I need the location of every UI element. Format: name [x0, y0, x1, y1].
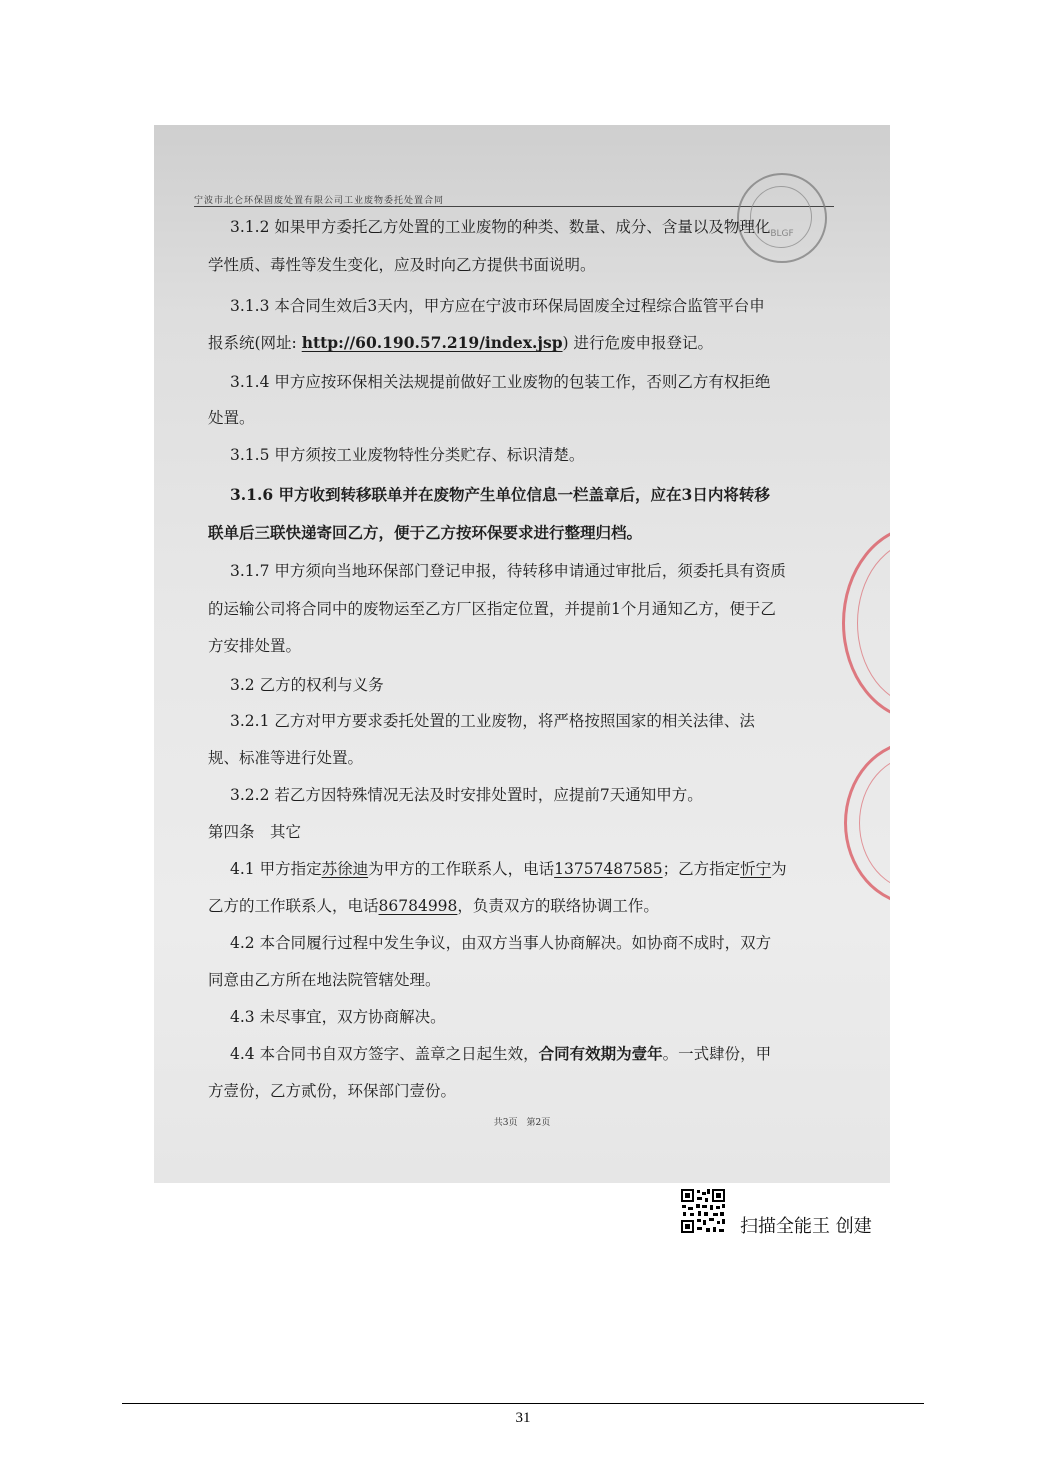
- clause-4-1: [230, 857, 787, 879]
- clause-4-1-cont: [208, 894, 659, 916]
- clause-3-1-3-cont: [208, 331, 713, 353]
- clause-text: 4.1 甲方指定: [230, 860, 322, 878]
- section-3-2: 3.2 乙方的权利与义务: [230, 676, 384, 694]
- validity-term: 合同有效期为壹年: [538, 1044, 663, 1063]
- clause-4-4: [230, 1042, 771, 1064]
- clause-4-2-cont: 同意由乙方所在地法院管辖处理。: [208, 971, 441, 989]
- clause-3-2-1: 3.2.1 乙方对甲方要求委托处置的工业废物，将严格按照国家的相关法律、法: [230, 712, 755, 730]
- clause-4-4-cont: 方壹份，乙方贰份，环保部门壹份。: [208, 1082, 457, 1100]
- clause-text: 报系统(网址:: [208, 334, 302, 352]
- party-a-contact-name: 苏徐迪: [321, 860, 369, 878]
- clause-text: 乙方的工作联系人，电话: [208, 897, 379, 915]
- contract-body: [154, 125, 890, 1183]
- clause-3-1-7: 3.1.7 甲方须向当地环保部门登记申报，待转移申请通过审批后，须委托具有资质: [230, 562, 786, 580]
- clause-4-2: 4.2 本合同履行过程中发生争议，由双方当事人协商解决。如协商不成时，双方: [230, 934, 772, 952]
- clause-3-1-7-cont: 的运输公司将合同中的废物运至乙方厂区指定位置，并提前1个月通知乙方，便于乙: [208, 600, 776, 618]
- clause-3-1-6-cont: 联单后三联快递寄回乙方，便于乙方按环保要求进行整理归档。: [208, 523, 643, 542]
- clause-3-1-5: 3.1.5 甲方须按工业废物特性分类贮存、标识清楚。: [230, 446, 585, 464]
- clause-3-2-1-cont: 规、标准等进行处置。: [208, 749, 364, 767]
- clause-text: 为: [771, 860, 787, 878]
- clause-3-1-7-cont2: 方安排处置。: [208, 637, 302, 655]
- clause-text: ，负责双方的联络协调工作。: [457, 897, 659, 915]
- clause-4-3: 4.3 未尽事宜，双方协商解决。: [230, 1008, 446, 1026]
- qr-code-icon: [680, 1188, 726, 1234]
- clause-text: 。一式肆份，甲: [662, 1045, 772, 1063]
- seal-text: BLGF: [770, 229, 794, 239]
- clause-text: ) 进行危废申报登记。: [562, 334, 714, 352]
- clause-3-2-2: 3.2.2 若乙方因特殊情况无法及时安排处置时，应提前7天通知甲方。: [230, 786, 703, 804]
- camscanner-label: 扫描全能王 创建: [740, 1216, 872, 1237]
- scan-page-footer: 共3页 第2页: [493, 1118, 551, 1128]
- clause-3-1-2-cont: 学性质、毒性等发生变化，应及时向乙方提供书面说明。: [208, 256, 596, 274]
- clause-3-1-3: 3.1.3 本合同生效后3天内，甲方应在宁波市环保局固废全过程综合监管平台申: [230, 297, 765, 315]
- clause-3-1-6: 3.1.6 甲方收到转移联单并在废物产生单位信息一栏盖章后，应在3日内将转移: [230, 485, 770, 504]
- page-footer-rule: [122, 1403, 924, 1404]
- article-4-heading: 第四条 其它: [208, 823, 302, 841]
- clause-text: 为甲方的工作联系人，电话: [368, 860, 555, 878]
- clause-text: 4.4 本合同书自双方签字、盖章之日起生效，: [230, 1045, 539, 1063]
- clause-3-1-4-cont: 处置。: [208, 409, 255, 427]
- clause-3-1-2: 3.1.2 如果甲方委托乙方处置的工业废物的种类、数量、成分、含量以及物理化: [230, 218, 771, 236]
- stamp-inner-ring: [859, 755, 890, 891]
- scanned-contract-page: [154, 125, 890, 1183]
- party-a-phone: 13757487585: [554, 860, 663, 878]
- party-b-contact-name: 忻宁: [740, 860, 772, 878]
- registration-url-link[interactable]: http://60.190.57.219/index.jsp: [301, 333, 563, 352]
- party-b-phone: 86784998: [378, 897, 458, 915]
- contract-header: 宁波市北仑环保固废处置有限公司工业废物委托处置合同: [194, 196, 445, 206]
- stamp-inner-ring: [857, 540, 890, 706]
- clause-3-1-4: 3.1.4 甲方应按环保相关法规提前做好工业废物的包装工作，否则乙方有权拒绝: [230, 373, 771, 391]
- clause-text: ；乙方指定: [662, 860, 741, 878]
- page-number: 31: [515, 1410, 531, 1426]
